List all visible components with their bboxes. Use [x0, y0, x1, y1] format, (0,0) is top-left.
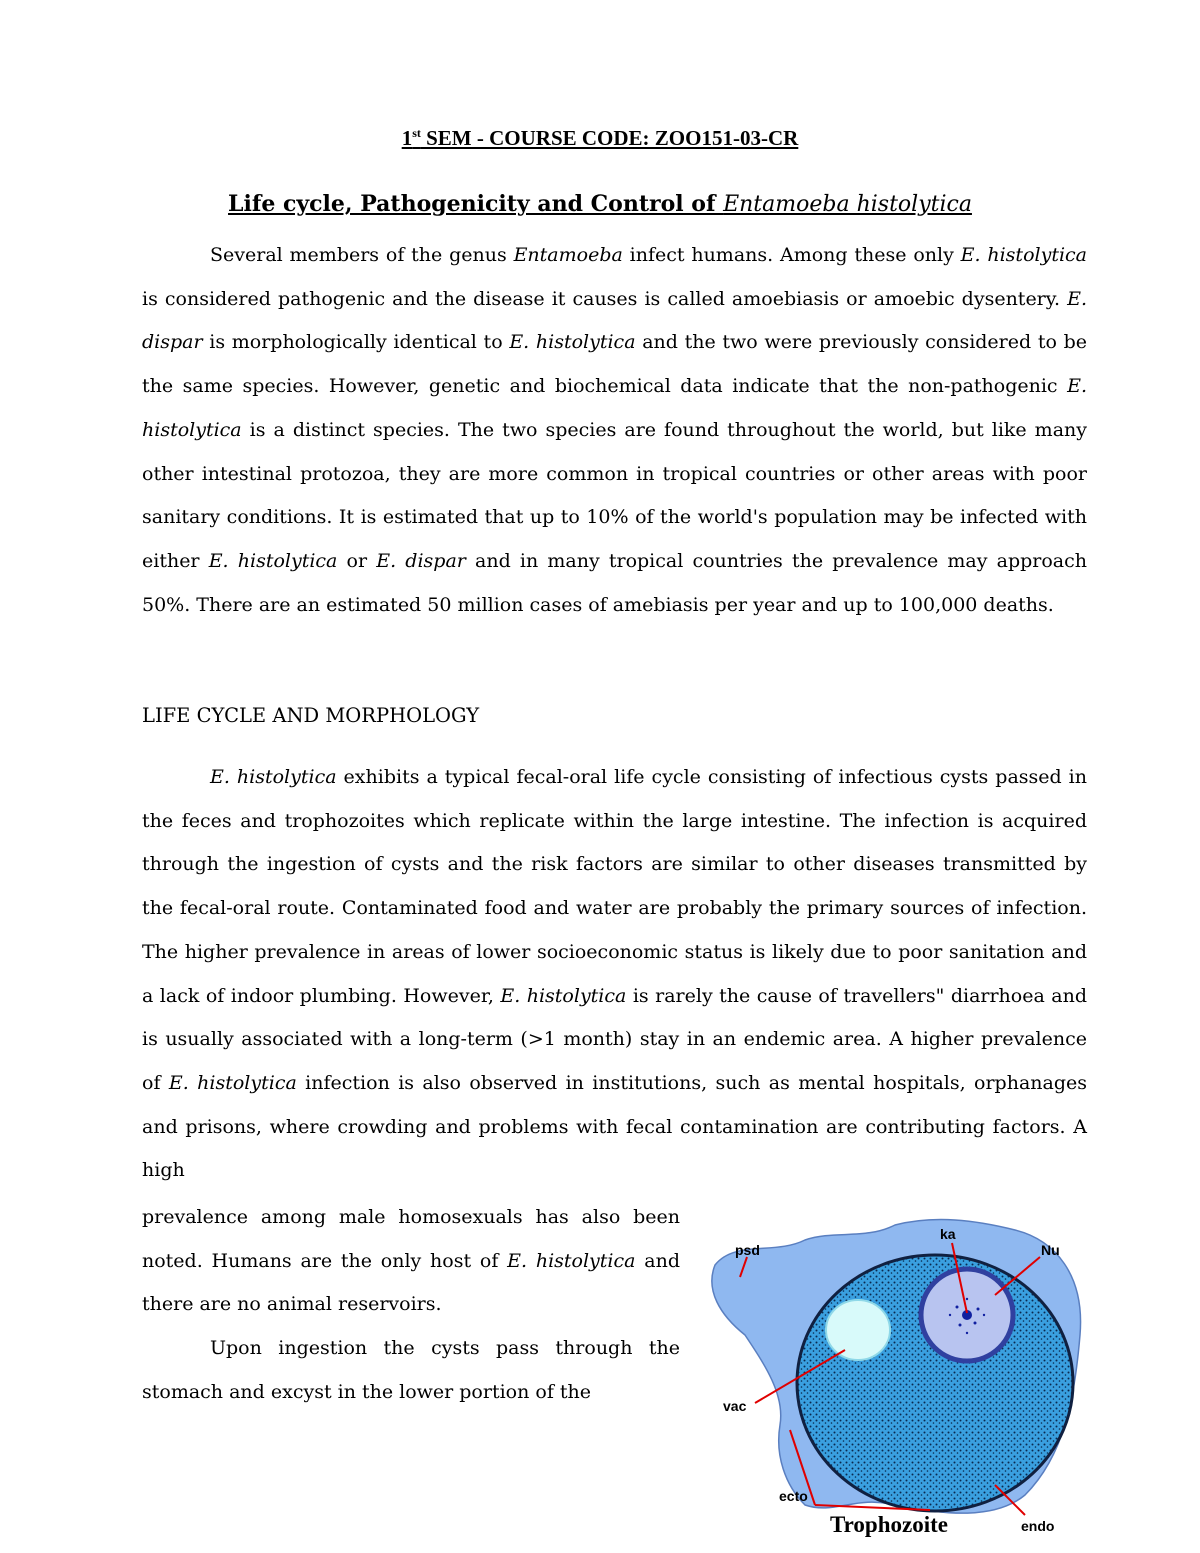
page-title: Life cycle, Pathogenicity and Control of Entamoeba histolytica — [228, 191, 972, 217]
ingestion-paragraph: Upon ingestion the cysts pass through the stomach and excyst in the lower portion of the — [142, 1337, 680, 1403]
label-vac: vac — [723, 1398, 747, 1414]
life-cycle-paragraph: E. histolytica exhibits a typical fecal-oral life cycle consisting of infectious cysts passed in the feces and trophozoites which replicate within the large intestine. The infection is acquired through the ingestion of cysts and the risk factors are similar to other diseases transmitted by the fecal-oral route. Contaminated food and water are probably the primary sources of infection. The higher prevalence in areas of lower socioeconomic status is likely due to poor sanitation and a lack of indoor plumbing. However, E. histolytica is rarely the cause of travellers" diarrhoea and is usually associated with a long-term (>1 month) stay in an endemic area. A higher prevalence of E. histolytica infection is also observed in institutions, such as mental hospitals, orphanages and prisons, where crowding and problems with fecal contamination are contributing factors. A high — [142, 766, 1088, 1182]
label-endo: endo — [1021, 1518, 1055, 1534]
section-heading-life-cycle: LIFE CYCLE AND MORPHOLOGY — [142, 704, 480, 727]
label-ka: ka — [940, 1226, 956, 1242]
label-ecto: ecto — [779, 1488, 808, 1504]
trophozoite-diagram — [695, 1215, 1095, 1550]
figure-caption: Trophozoite — [830, 1512, 948, 1537]
food-vacuole — [826, 1300, 890, 1360]
label-nu: Nu — [1041, 1242, 1060, 1258]
course-code-heading: 1st SEM - COURSE CODE: ZOO151-03-CR — [401, 126, 799, 150]
intro-paragraph: Several members of the genus Entamoeba infect humans. Among these only E. histolytica is considered pathogenic and the disease it causes is called amoebiasis or amoebic dysentery. E. dispar is morphologically identical to E. histolytica and the two were previously considered to be the same species. However, genetic and biochemical data indicate that the non-pathogenic E. histolytica is a distinct species. The two species are found throughout the world, but like many other intestinal protozoa, they are more common in tropical countries or other areas with poor sanitary conditions. It is estimated that up to 10% of the world's population may be infected with either E. histolytica or E. dispar and in many tropical countries the prevalence may approach 50%. There are an estimated 50 million cases of amebiasis per year and up to 100,000 deaths. — [142, 244, 1088, 616]
host-paragraph: prevalence among male homosexuals has also been noted. Humans are the only host of E. histolytica and there are no animal reservoirs. — [142, 1206, 680, 1316]
label-psd: psd — [735, 1242, 760, 1258]
